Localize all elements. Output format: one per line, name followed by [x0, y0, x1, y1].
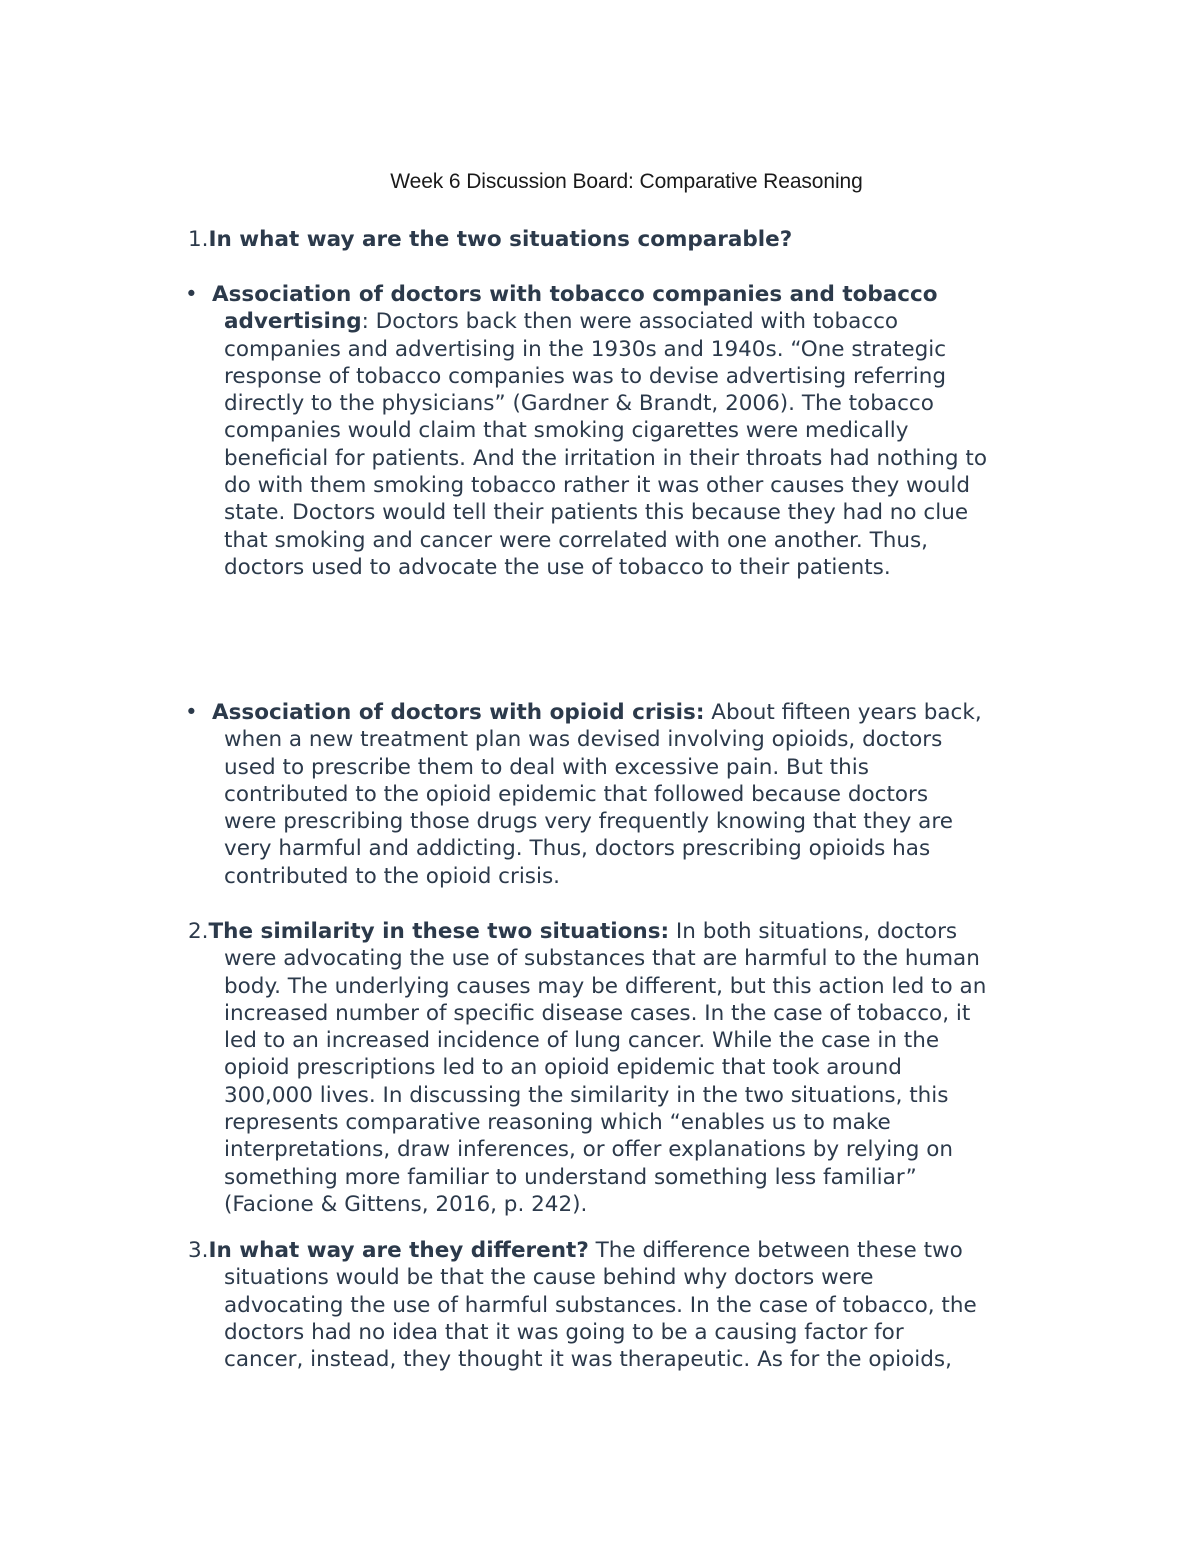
bullet-opioid-line: were prescribing those drugs very frequently knowing that they are: [224, 809, 953, 835]
question-2-line: interpretations, draw inferences, or offer explanations by relying on: [224, 1137, 954, 1163]
bullet-opioid: [185, 699, 1065, 890]
bullet-tobacco-content: [212, 281, 1065, 581]
bullet-tobacco-line: do with them smoking tobacco rather it was other causes they would: [224, 473, 971, 499]
question-3-line: cancer, instead, they thought it was therapeutic. As for the opioids,: [224, 1347, 952, 1373]
question-3-line: situations would be that the cause behind why doctors were: [224, 1265, 874, 1291]
question-2-line: were advocating the use of substances that are harmful to the human: [224, 946, 980, 972]
question-2-line: something more familiar to understand something less familiar”: [224, 1164, 917, 1190]
bullet-tobacco-line: companies would claim that smoking cigarettes were medically: [224, 418, 909, 444]
question-2-line: (Facione & Gittens, 2016, p. 242).: [224, 1191, 588, 1217]
question-1-heading: [188, 226, 1088, 253]
bullet-tobacco: [185, 281, 1065, 581]
question-3: [188, 1237, 1068, 1373]
bullet-tobacco-line: state. Doctors would tell their patients this because they had no clue: [224, 500, 969, 526]
question-2-line: led to an increased incidence of lung cancer. While the case in the: [224, 1028, 940, 1054]
bullet-tobacco-line: : Doctors back then were associated with tobacco: [361, 309, 899, 335]
bullet-glyph: •: [185, 700, 198, 725]
question-3-number: 3.: [188, 1238, 209, 1263]
question-3-line: advocating the use of harmful substances. In the case of tobacco, the: [224, 1292, 977, 1318]
bullet-opioid-line: very harmful and addicting. Thus, doctors prescribing opioids has: [224, 836, 931, 862]
bullet-tobacco-line: that smoking and cancer were correlated with one another. Thus,: [224, 527, 928, 553]
question-1-text: In what way are the two situations comparable?: [208, 227, 793, 252]
bullet-tobacco-line: response of tobacco companies was to devise advertising referring: [224, 363, 946, 389]
question-2-line: increased number of specific disease cases. In the case of tobacco, it: [224, 1000, 971, 1026]
question-2-line: body. The underlying causes may be different, but this action led to an: [224, 973, 987, 999]
question-2-line: represents comparative reasoning which “enables us to make: [224, 1110, 891, 1136]
bullet-opioid-line: used to prescribe them to deal with excessive pain. But this: [224, 754, 869, 780]
question-2-line: In both situations, doctors: [669, 919, 958, 944]
question-2-bold: The similarity in these two situations:: [208, 919, 670, 944]
bullet-tobacco-line: companies and advertising in the 1930s and 1940s. “One strategic: [224, 336, 947, 362]
bullet-opioid-line: when a new treatment plan was devised involving opioids, doctors: [224, 727, 943, 753]
question-1-number: 1.: [188, 227, 209, 252]
bullet-tobacco-line: doctors used to advocate the use of tobacco to their patients.: [224, 554, 891, 580]
bullet-opioid-line: contributed to the opioid crisis.: [224, 863, 561, 889]
bullet-opioid-bold: Association of doctors with opioid crisis:: [212, 700, 705, 725]
bullet-tobacco-line: directly to the physicians” (Gardner & Brandt, 2006). The tobacco: [224, 391, 934, 417]
bullet-opioid-line: contributed to the opioid epidemic that followed because doctors: [224, 781, 929, 807]
document-title: Week 6 Discussion Board: Comparative Reasoning: [390, 170, 863, 193]
question-2-line: 300,000 lives. In discussing the similarity in the two situations, this: [224, 1082, 949, 1108]
bullet-tobacco-bold-line1: Association of doctors with tobacco companies and tobacco: [212, 282, 938, 307]
question-2-number: 2.: [188, 919, 209, 944]
question-3-line: doctors had no idea that it was going to be a causing factor for: [224, 1319, 904, 1345]
bullet-tobacco-bold-line2: advertising: [224, 309, 362, 335]
bullet-opioid-content: [212, 699, 1065, 890]
question-3-bold: In what way are they different?: [208, 1238, 589, 1263]
bullet-glyph: •: [185, 282, 198, 307]
question-2-line: opioid prescriptions led to an opioid epidemic that took around: [224, 1055, 902, 1081]
question-3-line: The difference between these two: [588, 1238, 963, 1263]
bullet-tobacco-line: beneficial for patients. And the irritation in their throats had nothing to: [224, 445, 987, 471]
bullet-opioid-line: About fifteen years back,: [704, 700, 982, 725]
question-2: [188, 918, 1068, 1218]
